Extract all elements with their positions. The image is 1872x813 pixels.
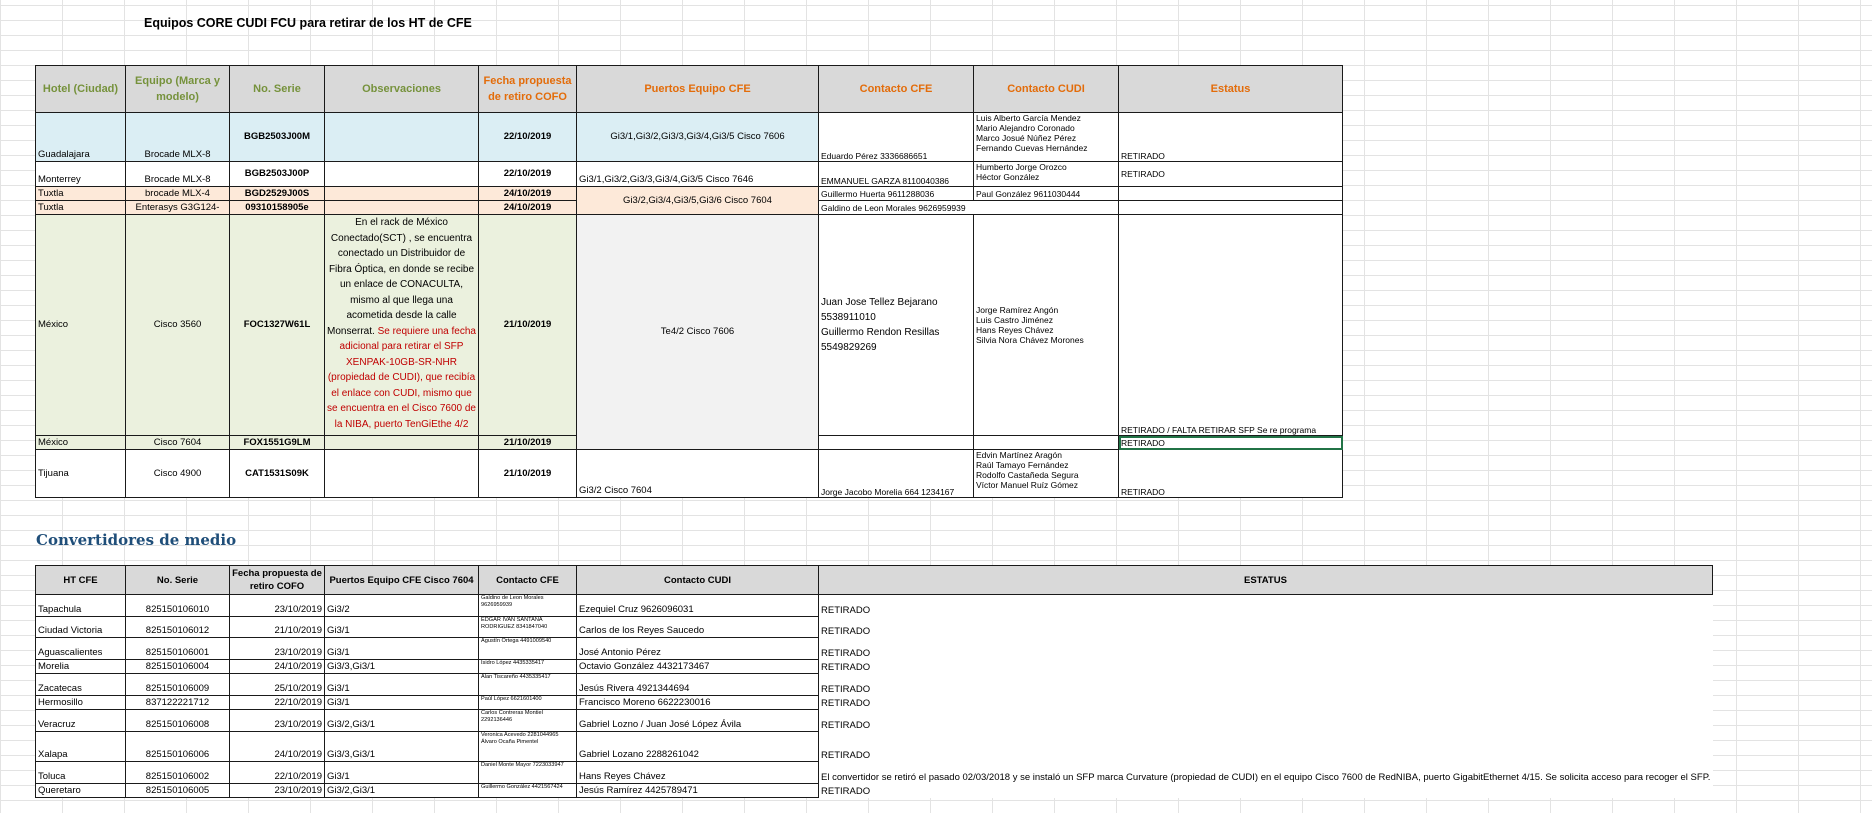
cell-puertos[interactable]: Gi3/1,Gi3/2,Gi3/3,Gi3/4,Gi3/5 Cisco 7606 <box>577 113 819 162</box>
cell-fecha[interactable]: 25/10/2019 <box>230 674 325 696</box>
cell-equipo[interactable]: Brocade MLX-8 <box>126 113 230 162</box>
cell-puertos[interactable]: Gi3/1 <box>325 674 479 696</box>
cell-serie[interactable]: FOX1551G9LM <box>230 436 325 450</box>
cell-serie[interactable]: FOC1327W61L <box>230 215 325 436</box>
cell-contacto-cudi[interactable]: Francisco Moreno 6622230016 <box>577 696 819 710</box>
header-equipo[interactable]: Equipo (Marca y modelo) <box>126 66 230 113</box>
cell-observaciones[interactable] <box>325 436 479 450</box>
cell-ht-cfe[interactable]: Tapachula <box>36 595 126 617</box>
cell-contacto-cfe[interactable]: Agustín Ortega 4491009540 <box>479 638 577 660</box>
cell-ht-cfe[interactable]: Zacatecas <box>36 674 126 696</box>
cell-ht-cfe[interactable]: Morelia <box>36 660 126 674</box>
cell-estatus[interactable]: RETIRADO <box>819 674 1713 696</box>
obs-warning: Se requiere una fecha adicional para retirar el SFP XENPAK-10GB-SR-NHR (propiedad de CUDI), que recibía el enlace con CUDI, mismo que se encuentra en el Cisco 7600 de la NIBA, puerto TenGiEthe 4/2 <box>327 325 476 430</box>
cell-contacto-cudi[interactable]: Humberto Jorge Orozco Héctor González <box>974 162 1119 187</box>
cell-estatus[interactable]: RETIRADO <box>819 595 1713 617</box>
cell-serie[interactable]: 825150106004 <box>126 660 230 674</box>
cell-serie[interactable]: BGB2503J00P <box>230 162 325 187</box>
cell-serie[interactable]: 825150106012 <box>126 617 230 638</box>
table-row <box>36 638 1713 660</box>
cell-hotel[interactable]: Tuxtla <box>36 201 126 215</box>
cell-fecha[interactable]: 24/10/2019 <box>230 732 325 762</box>
table-row <box>36 113 1343 162</box>
sheet-title: Equipos CORE CUDI FCU para retirar de los HT de CFE <box>144 16 472 30</box>
cell-equipo[interactable]: Brocade MLX-8 <box>126 162 230 187</box>
cell-contacto-cudi[interactable]: Gabriel Lozno / Juan José López Ávila <box>577 710 819 732</box>
cell-serie[interactable]: BGD2529J00S <box>230 187 325 201</box>
cell-contacto-cfe[interactable]: Veronica Acevedo 2281044965 Álvaro Ocaña Pimentel <box>479 732 577 762</box>
cell-contacto-cfe[interactable]: Isidro López 4435335417 <box>479 660 577 674</box>
cell-contacto-cudi[interactable]: Octavio González 4432173467 <box>577 660 819 674</box>
cell-estatus[interactable]: RETIRADO <box>819 710 1713 732</box>
core-equipment-table <box>35 65 1343 498</box>
cell-contacto-cfe[interactable]: Galdino de Leon Morales 9626959939 <box>819 201 1119 215</box>
cell-serie[interactable]: 837122221712 <box>126 696 230 710</box>
cell-serie[interactable]: BGB2503J00M <box>230 113 325 162</box>
cell-estatus[interactable]: RETIRADO <box>1119 113 1343 162</box>
cell-contacto-cudi[interactable]: Carlos de los Reyes Saucedo <box>577 617 819 638</box>
cell-contacto-cudi[interactable]: Jesús Rivera 4921344694 <box>577 674 819 696</box>
cell-contacto-cfe[interactable]: Paúl López 6621601400 <box>479 696 577 710</box>
cell-contacto-cfe[interactable]: Guillermo Huerta 9611288036 <box>819 187 974 201</box>
cell-contacto-cudi[interactable]: Hans Reyes Chávez <box>577 762 819 784</box>
cell-estatus[interactable]: RETIRADO <box>819 732 1713 762</box>
header-contacto-cudi[interactable]: Contacto CUDI <box>577 566 819 595</box>
cell-equipo[interactable]: brocade MLX-4 <box>126 187 230 201</box>
cell-puertos[interactable]: Gi3/2 Cisco 7604 <box>577 450 819 498</box>
cell-contacto-cudi[interactable]: Luis Alberto García Mendez Mario Alejandro Coronado Marco Josué Núñez Pérez Fernando Cuevas Hernández <box>974 113 1119 162</box>
table-row <box>36 784 1713 798</box>
cell-puertos[interactable]: Gi3/1 <box>325 638 479 660</box>
cell-fecha[interactable]: 24/10/2019 <box>479 187 577 201</box>
cell-estatus[interactable]: RETIRADO <box>1119 450 1343 498</box>
cell-serie[interactable]: 825150106010 <box>126 595 230 617</box>
cell-contacto-cfe[interactable]: Juan Jose Tellez Bejarano 5538911010 Guillermo Rendon Resillas 5549829269 <box>819 215 974 436</box>
header-fecha[interactable]: Fecha propuesta de retiro COFO <box>479 66 577 113</box>
cell-contacto-cudi[interactable]: Edvin Martínez Aragón Raúl Tamayo Fernández Rodolfo Castañeda Segura Víctor Manuel Ruíz Gómez <box>974 450 1119 498</box>
cell-contacto-cudi[interactable]: Jesús Ramírez 4425789471 <box>577 784 819 798</box>
cell-ht-cfe[interactable]: Hermosillo <box>36 696 126 710</box>
cell-contacto-cfe[interactable]: Jorge Jacobo Morelia 664 1234167 <box>819 450 974 498</box>
cell-puertos[interactable]: Gi3/1,Gi3/2,Gi3/3,Gi3/4,Gi3/5 Cisco 7646 <box>577 162 819 187</box>
cell-contacto-cfe[interactable]: EMMANUEL GARZA 8110040386 <box>819 162 974 187</box>
cell-fecha[interactable]: 23/10/2019 <box>230 710 325 732</box>
cell-fecha[interactable]: 22/10/2019 <box>479 162 577 187</box>
cell-puertos[interactable]: Te4/2 Cisco 7606 <box>577 215 819 450</box>
cell-estatus[interactable]: RETIRADO <box>819 784 1713 798</box>
table-row <box>36 595 1713 617</box>
cell-fecha[interactable]: 21/10/2019 <box>479 215 577 436</box>
header-puertos[interactable]: Puertos Equipo CFE Cisco 7604 <box>325 566 479 595</box>
cell-fecha[interactable]: 22/10/2019 <box>230 762 325 784</box>
cell-ht-cfe[interactable]: Aguascalientes <box>36 638 126 660</box>
cell-puertos[interactable]: Gi3/1 <box>325 696 479 710</box>
table-row <box>36 710 1713 732</box>
cell-puertos[interactable]: Gi3/2 <box>325 595 479 617</box>
core-header-row <box>36 66 1343 113</box>
cell-fecha[interactable]: 21/10/2019 <box>479 450 577 498</box>
cell-contacto-cudi[interactable]: Ezequiel Cruz 9626096031 <box>577 595 819 617</box>
cell-hotel[interactable]: Tijuana <box>36 450 126 498</box>
cell-observaciones[interactable] <box>325 187 479 201</box>
cell-estatus[interactable] <box>1119 187 1343 201</box>
cell-contacto-cfe[interactable]: Guillermo González 4421567424 <box>479 784 577 798</box>
cell-equipo[interactable]: Cisco 4900 <box>126 450 230 498</box>
cell-contacto-cfe[interactable]: Galdino de Leon Morales 9626959939 <box>479 595 577 617</box>
header-estatus[interactable]: ESTATUS <box>819 566 1713 595</box>
cell-puertos[interactable]: Gi3/1 <box>325 762 479 784</box>
cell-equipo[interactable]: Enterasys G3G124- <box>126 201 230 215</box>
cell-observaciones[interactable] <box>325 162 479 187</box>
cell-fecha[interactable]: 21/10/2019 <box>230 617 325 638</box>
cell-observaciones[interactable] <box>325 450 479 498</box>
cell-observaciones[interactable] <box>325 215 479 436</box>
cell-fecha[interactable]: 24/10/2019 <box>479 201 577 215</box>
media-table-body <box>36 595 1713 798</box>
cell-hotel[interactable]: Tuxtla <box>36 187 126 201</box>
cell-contacto-cudi[interactable]: Jorge Ramírez Angón Luis Castro Jiménez Hans Reyes Chávez Silvia Nora Chávez Morones <box>974 215 1119 436</box>
header-serie[interactable]: No. Serie <box>126 566 230 595</box>
cell-hotel[interactable]: México <box>36 215 126 436</box>
cell-serie[interactable]: 825150106006 <box>126 732 230 762</box>
table-row <box>36 674 1713 696</box>
cell-equipo[interactable]: Cisco 3560 <box>126 215 230 436</box>
header-hotel[interactable]: Hotel (Ciudad) <box>36 66 126 113</box>
cell-fecha[interactable]: 21/10/2019 <box>479 436 577 450</box>
cell-contacto-cfe[interactable]: Eduardo Pérez 3336686651 <box>819 113 974 162</box>
cell-puertos[interactable]: Gi3/2,Gi3/1 <box>325 710 479 732</box>
cell-hotel[interactable]: Monterrey <box>36 162 126 187</box>
cell-contacto-cudi[interactable] <box>974 436 1119 450</box>
cell-estatus-selected[interactable]: RETIRADO <box>1119 436 1343 450</box>
cell-fecha[interactable]: 23/10/2019 <box>230 638 325 660</box>
cell-serie[interactable]: 825150106005 <box>126 784 230 798</box>
cell-observaciones[interactable] <box>325 201 479 215</box>
cell-ht-cfe[interactable]: Toluca <box>36 762 126 784</box>
cell-puertos[interactable]: Gi3/2,Gi3/1 <box>325 784 479 798</box>
cell-fecha[interactable]: 22/10/2019 <box>479 113 577 162</box>
cell-estatus[interactable]: RETIRADO / FALTA RETIRAR SFP Se re programa <box>1119 215 1343 436</box>
cell-contacto-cfe[interactable]: Alan Tiscareño 4435335417 <box>479 674 577 696</box>
cell-hotel[interactable]: México <box>36 436 126 450</box>
cell-puertos[interactable]: Gi3/2,Gi3/4,Gi3/5,Gi3/6 Cisco 7604 <box>577 187 819 215</box>
cell-ht-cfe[interactable]: Ciudad Victoria <box>36 617 126 638</box>
header-contacto-cudi[interactable]: Contacto CUDI <box>974 66 1119 113</box>
cell-serie[interactable]: 825150106001 <box>126 638 230 660</box>
cell-serie[interactable]: 825150106002 <box>126 762 230 784</box>
cell-serie[interactable]: CAT1531S09K <box>230 450 325 498</box>
header-estatus[interactable]: Estatus <box>1119 66 1343 113</box>
obs-note: En el rack de México Conectado(SCT) , se encuentra conectado un Distribuidor de Fibra Óptica, en donde se recibe un enlace de CONACULTA, mismo al que llega una acometida desde la calle Monserrat. <box>327 217 475 337</box>
cell-contacto-cfe[interactable]: EDGAR IVAN SANTANA RODRIGUEZ 8341847040 <box>479 617 577 638</box>
cell-puertos[interactable]: Gi3/3,Gi3/1 <box>325 732 479 762</box>
table-row <box>36 732 1713 762</box>
header-contacto-cfe[interactable]: Contacto CFE <box>819 66 974 113</box>
cell-contacto-cfe[interactable]: Carlos Contreras Montiel 2292136446 <box>479 710 577 732</box>
cell-estatus[interactable]: RETIRADO <box>819 617 1713 638</box>
cell-ht-cfe[interactable]: Veracruz <box>36 710 126 732</box>
cell-serie[interactable]: 09310158905e <box>230 201 325 215</box>
header-contacto-cfe[interactable]: Contacto CFE <box>479 566 577 595</box>
cell-contacto-cfe[interactable]: Daniel Monte Mayor 7223033947 <box>479 762 577 784</box>
cell-fecha[interactable]: 23/10/2019 <box>230 784 325 798</box>
table-row <box>36 187 1343 201</box>
cell-contacto-cudi[interactable]: Paul González 9611030444 <box>974 187 1119 201</box>
media-converters-table <box>35 565 1713 798</box>
table-row <box>36 617 1713 638</box>
cell-serie[interactable]: 825150106008 <box>126 710 230 732</box>
media-header-row <box>36 566 1713 595</box>
table-row <box>36 762 1713 784</box>
table-row <box>36 696 1713 710</box>
cell-contacto-cudi[interactable]: José Antonio Pérez <box>577 638 819 660</box>
table-row <box>36 660 1713 674</box>
section-title-convertidores: Convertidores de medio <box>36 531 237 549</box>
cell-ht-cfe[interactable]: Queretaro <box>36 784 126 798</box>
cell-estatus[interactable]: El convertidor se retiró el pasado 02/03/2018 y se instaló un SFP marca Curvature (propiedad de CUDI) en el equipo Cisco 7600 de RedNIBA, puerto GigabitEthernet 4/15. Se solicita acceso para recoger el SFP. <box>819 762 1713 784</box>
cell-fecha[interactable]: 24/10/2019 <box>230 660 325 674</box>
header-ht-cfe[interactable]: HT CFE <box>36 566 126 595</box>
cell-hotel[interactable]: Guadalajara <box>36 113 126 162</box>
cell-estatus[interactable]: RETIRADO <box>819 660 1713 674</box>
header-observaciones[interactable]: Observaciones <box>325 66 479 113</box>
cell-estatus[interactable]: RETIRADO <box>819 696 1713 710</box>
header-serie[interactable]: No. Serie <box>230 66 325 113</box>
cell-observaciones[interactable] <box>325 113 479 162</box>
cell-serie[interactable]: 825150106009 <box>126 674 230 696</box>
cell-estatus[interactable] <box>1119 201 1343 215</box>
cell-contacto-cfe[interactable] <box>819 436 974 450</box>
header-puertos[interactable]: Puertos Equipo CFE <box>577 66 819 113</box>
table-row <box>36 162 1343 187</box>
cell-ht-cfe[interactable]: Xalapa <box>36 732 126 762</box>
cell-fecha[interactable]: 22/10/2019 <box>230 696 325 710</box>
cell-contacto-cudi[interactable]: Gabriel Lozano 2288261042 <box>577 732 819 762</box>
cell-fecha[interactable]: 23/10/2019 <box>230 595 325 617</box>
cell-estatus[interactable]: RETIRADO <box>1119 162 1343 187</box>
table-row <box>36 215 1343 436</box>
table-row <box>36 450 1343 498</box>
cell-puertos[interactable]: Gi3/1 <box>325 617 479 638</box>
cell-puertos[interactable]: Gi3/3,Gi3/1 <box>325 660 479 674</box>
header-fecha[interactable]: Fecha propuesta de retiro COFO <box>230 566 325 595</box>
cell-estatus[interactable]: RETIRADO <box>819 638 1713 660</box>
cell-equipo[interactable]: Cisco 7604 <box>126 436 230 450</box>
